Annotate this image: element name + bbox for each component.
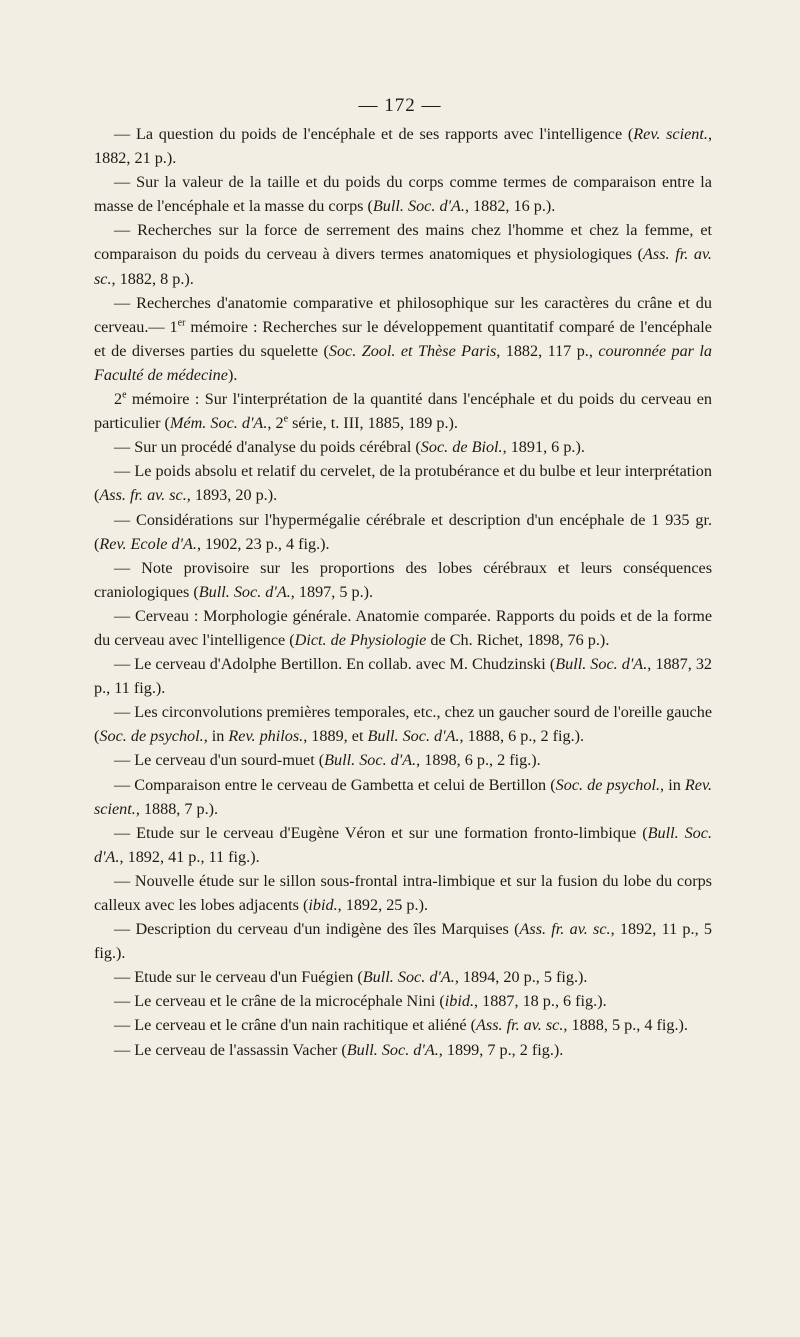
citation-source: Ass. fr. av. sc. — [519, 920, 611, 939]
entry-text: , 1897, 5 p.). — [290, 582, 374, 601]
page-number: — 172 — — [358, 95, 442, 116]
citation-source: Ass. fr. av. sc. — [99, 486, 187, 505]
bibliography-entry — [94, 821, 712, 869]
bibliography-entry — [94, 700, 712, 748]
entry-text: — Sur la valeur de la taille et du poids du corps comme termes de comparaison entre la masse de l'encéphale et la masse du corps ( — [94, 173, 712, 216]
entry-text: , 1892, 11 p., 5 fig.). — [94, 920, 712, 963]
citation-source: Bull. Soc. d'A. — [198, 582, 291, 601]
bibliography-entry — [94, 869, 712, 917]
citation-source: Bull. Soc. d'A. — [346, 1040, 439, 1059]
entry-text: — Considérations sur l'hypermégalie cérébrale et description d'un encéphale de 1 935 gr. ( — [94, 510, 712, 553]
citation-source: Rev. scient. — [633, 125, 708, 143]
entry-text: , 1891, 6 p.). — [502, 438, 585, 457]
citation-source: ibid. — [444, 992, 474, 1011]
entry-text: , 1899, 7 p., 2 fig.). — [438, 1040, 564, 1059]
entry-text: , 1894, 20 p., 5 fig.). — [454, 968, 588, 987]
entry-text: — Nouvelle étude sur le sillon sous-frontal intra-limbique et sur la fusion du lobe du corps calleux avec les lobes adjacents ( — [94, 871, 712, 914]
entry-text: , 1889, et — [303, 727, 368, 746]
entry-text: — Description du cerveau d'un indigène des îles Marquises ( — [114, 920, 520, 939]
entry-text: , in — [203, 727, 229, 746]
entry-text: , 1888, 6 p., 2 fig.). — [459, 727, 585, 746]
bibliography-entry — [94, 291, 712, 387]
entry-text: ). — [227, 365, 238, 384]
citation-source: Bull. Soc. d'A. — [362, 968, 455, 987]
entry-text: série, t. III, 1885, 189 p.). — [288, 414, 458, 433]
superscript-text: er — [177, 317, 186, 329]
entry-text: — Le cerveau d'un sourd-muet ( — [114, 751, 325, 770]
citation-source: Dict. de Physiologie — [294, 630, 427, 649]
entry-text: de Ch. Richet, 1898, 76 p.). — [426, 630, 610, 649]
entry-text: — La question du poids de l'encéphale et de ses rapports avec l'intelligence ( — [114, 125, 634, 143]
citation-source: Soc. de psychol. — [555, 775, 661, 794]
citation-source: ibid. — [308, 896, 338, 914]
entry-text: , 1882, 117 p., — [496, 341, 599, 360]
entry-text: 2 — [114, 390, 123, 409]
citation-source: Bull. Soc. d'A. — [324, 751, 417, 770]
entry-text: , 1882, 8 p.). — [111, 269, 194, 288]
citation-source: Soc. Zool. et Thèse Paris — [328, 341, 497, 360]
superscript-text: e — [283, 413, 289, 425]
bibliography-entry — [94, 508, 712, 556]
entry-text: — Note provisoire sur les proportions des lobes cérébraux et leurs conséquences craniologiques ( — [94, 558, 712, 601]
citation-source: Rev. philos. — [228, 727, 304, 746]
bibliography-entry — [94, 652, 712, 700]
entry-text: , 2 — [267, 414, 284, 433]
entry-text: , 1902, 23 p., 4 fig.). — [196, 534, 330, 553]
bibliography-entry — [94, 170, 712, 218]
entry-text: , 1888, 7 p.). — [135, 799, 219, 818]
citation-source: Ass. fr. av. sc. — [476, 1016, 564, 1035]
citation-source: Bull. Soc. d'A. — [372, 197, 465, 216]
bibliography-entry — [94, 387, 712, 435]
entry-text: , 1893, 20 p.). — [186, 486, 278, 505]
entry-text: — Recherches d'anatomie comparative et philosophique sur les caractères du crâne et du cerveau.— 1 — [94, 293, 712, 336]
entry-text: — Comparaison entre le cerveau de Gambetta et celui de Bertillon ( — [114, 775, 556, 794]
bibliography-entry — [94, 773, 712, 821]
entry-text: — Etude sur le cerveau d'un Fuégien ( — [114, 968, 363, 987]
bibliography-entry — [94, 748, 712, 772]
bibliography-entry — [94, 989, 712, 1013]
citation-source: Bull. Soc. d'A. — [94, 823, 713, 866]
entry-text: , 1882, 21 p.). — [94, 125, 712, 168]
entry-text: , 1898, 6 p., 2 fig.). — [416, 751, 541, 770]
entry-text: — Cerveau : Morphologie générale. Anatomie comparée. Rapports du poids et de la forme du cerveau avec l'intelligence ( — [94, 606, 712, 649]
bibliography-entry — [94, 604, 712, 652]
bibliography-entry — [94, 1013, 712, 1037]
bibliography-entry — [94, 1038, 712, 1062]
entry-text: , 1887, 18 p., 6 fig.). — [474, 992, 607, 1011]
bibliography-entry — [94, 556, 712, 604]
bibliography-entry — [94, 917, 712, 965]
citation-source: Soc. de Biol. — [420, 438, 503, 457]
citation-source: Bull. Soc. d'A. — [555, 655, 648, 674]
bibliography-entry — [94, 965, 712, 989]
entry-text: — Le cerveau et le crâne de la microcéphale Nini ( — [114, 992, 445, 1011]
citation-source: Soc. de psychol. — [99, 727, 204, 746]
bibliography-entry — [94, 459, 712, 507]
citation-source: Rev. Ecole d'A. — [99, 534, 197, 553]
entry-text: — Le cerveau et le crâne d'un nain rachitique et aliéné ( — [114, 1016, 476, 1035]
citation-source: Rev. scient. — [94, 775, 713, 818]
superscript-text: e — [122, 389, 127, 401]
entry-text: , 1892, 25 p.). — [337, 896, 428, 914]
entry-text: — Les circonvolutions premières temporales, etc., chez un gaucher sourd de l'oreille gauche ( — [94, 703, 712, 746]
bibliography-entry — [94, 435, 712, 459]
entry-text: , 1887, 32 p., 11 fig.). — [94, 655, 712, 698]
entry-text: — Recherches sur la force de serrement des mains chez l'homme et chez la femme, et comparaison du poids du cerveau à divers termes anatomiques et physiologiques ( — [94, 221, 712, 264]
entry-text: mémoire : Sur l'interprétation de la quantité dans l'encéphale et du poids du cerveau en particulier ( — [94, 390, 712, 433]
citation-source: Ass. fr. av. sc. — [94, 245, 712, 288]
bibliography-entry — [94, 218, 712, 290]
entry-text: , 1888, 5 p., 4 fig.). — [563, 1016, 688, 1035]
entry-text: — Etude sur le cerveau d'Eugène Véron et sur une formation fronto-limbique ( — [114, 823, 648, 842]
entry-text: — Le cerveau de l'assassin Vacher ( — [114, 1040, 347, 1059]
citation-source: Bull. Soc. d'A. — [367, 727, 460, 746]
entry-text: , in — [660, 775, 685, 794]
entry-text: — Le cerveau d'Adolphe Bertillon. En collab. avec M. Chudzinski ( — [114, 655, 556, 674]
entry-text: , 1882, 16 p.). — [464, 197, 556, 216]
entry-text: mémoire : Recherches sur le développement quantitatif comparé de l'encéphale et de diverses parties du squelette ( — [94, 317, 712, 360]
entry-text: — Le poids absolu et relatif du cervelet, de la protubérance et du bulbe et leur interprétation ( — [94, 462, 712, 505]
entry-text: , 1892, 41 p., 11 fig.). — [119, 847, 260, 866]
bibliography-list — [94, 122, 712, 1062]
citation-source: Mém. Soc. d'A. — [169, 414, 268, 433]
citation-source: couronnée par la Faculté de médecine — [94, 341, 712, 384]
entry-text: — Sur un procédé d'analyse du poids cérébral ( — [114, 438, 421, 457]
bibliography-entry — [94, 122, 712, 170]
